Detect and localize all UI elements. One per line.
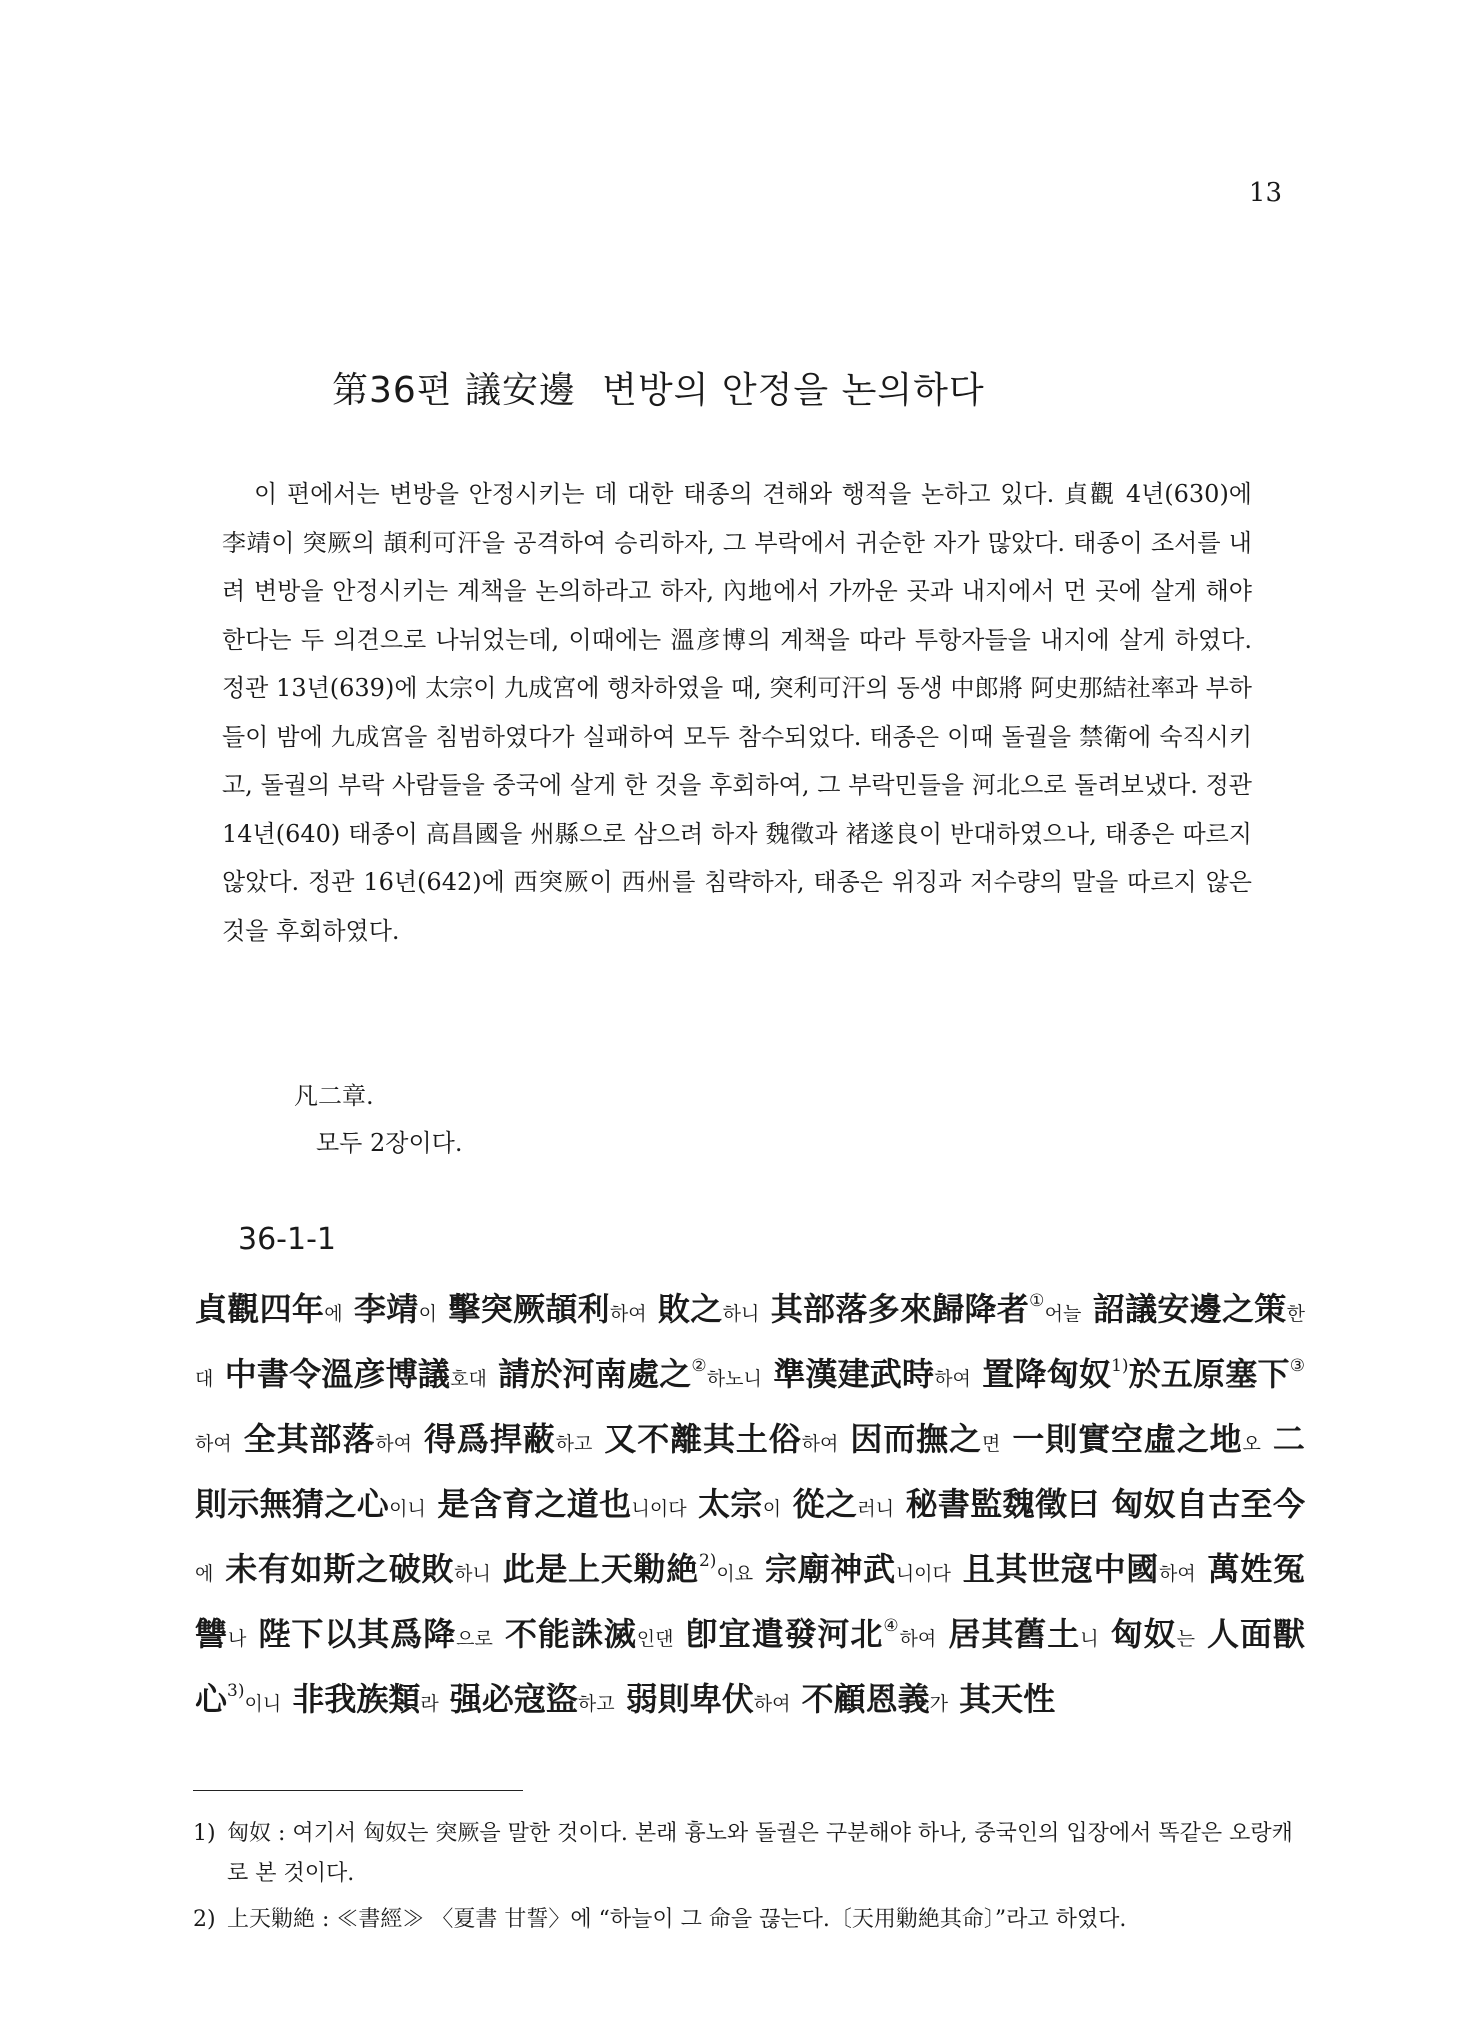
particle-segment: 에	[324, 1303, 343, 1325]
chapter-count-translation: 모두 2장이다.	[316, 1129, 463, 1157]
particle-segment: 하노니	[706, 1368, 762, 1390]
footnote-divider	[193, 1790, 523, 1791]
footnote-text: 上天勦絶 : ≪書經≫ 〈夏書 甘誓〉에 “하늘이 그 命을 끊는다.〔天用勦絶其命〕”라고 하였다.	[227, 1907, 1127, 1932]
particle-segment: 하여	[934, 1368, 971, 1390]
particle-segment: 하여	[753, 1693, 791, 1715]
page-number: 13	[1248, 178, 1282, 208]
particle-segment: 니이다	[895, 1563, 951, 1585]
hanja-segment: 請於河南處之	[486, 1355, 692, 1393]
particle-segment: 니	[1080, 1628, 1099, 1650]
particle-segment: 는	[1176, 1628, 1195, 1650]
hanja-segment: 萬姓冤讐	[195, 1550, 1305, 1653]
hanja-segment: 居其舊土	[936, 1615, 1081, 1653]
hanja-segment: 得爲捍蔽	[412, 1420, 556, 1458]
hanja-segment: 李靖	[342, 1290, 419, 1328]
footnote-number: 2)	[193, 1907, 216, 1932]
particle-segment: 한대	[195, 1303, 1305, 1390]
intro-paragraph: 이 편에서는 변방을 안정시키는 데 대한 태종의 견해와 행적을 논하고 있다. 貞觀 4년(630)에 李靖이 突厥의 頡利可汗을 공격하여 승리하자, 그 부락에서 귀순한 자가 많았다. 태종이 조서를 내려 변방을 안정시키는 계책을 논의하라고 하자, 內地에서 가까운 곳과 내지에서 먼 곳에 살게 해야 한다는 두 의견으로 나뉘었는데, 이때에는 溫彦博의 계책을 따라 투항자들을 내지에 살게 하였다. 정관 13년(639)에 太宗이 九成宮에 행차하였을 때, 突利可汗의 동생 中郎將 阿史那結社率과 부하들이 밤에 九成宮을 침범하였다가 실패하여 모두 참수되었다. 태종은 이때 돌궐을 禁衛에 숙직시키고, 돌궐의 부락 사람들을 중국에 살게 한 것을 후회하여, 그 부락민들을 河北으로 돌려보냈다. 정관 14년(640) 태종이 高昌國을 州縣으로 삼으려 하자 魏徵과 褚遂良이 반대하였으나, 태종은 따르지 않았다. 정관 16년(642)에 西突厥이 西州를 침략하자, 태종은 위징과 저수량의 말을 따르지 않은 것을 후회하였다.	[222, 480, 1252, 945]
particle-segment: 이니	[244, 1693, 282, 1715]
particle-segment: 하여	[899, 1628, 937, 1650]
hanja-segment: 不能誅滅	[492, 1615, 637, 1653]
particle-segment: 러니	[857, 1498, 895, 1520]
footnote-marker: 2)	[698, 1551, 717, 1571]
hanja-segment: 擊突厥頡利	[436, 1290, 610, 1328]
hanja-segment: 卽宜遣發河北	[673, 1615, 884, 1653]
hanja-segment: 且其世寇中國	[950, 1550, 1159, 1588]
hanja-segment: 此是上天勦絶	[490, 1550, 699, 1588]
particle-segment: 하여	[609, 1303, 647, 1325]
hanja-segment: 宗廟神武	[753, 1550, 896, 1588]
particle-segment: 이	[418, 1303, 437, 1325]
hanja-segment: 又不離其土俗	[592, 1420, 802, 1458]
particle-segment: 가	[929, 1693, 948, 1715]
particle-segment: 라	[420, 1693, 439, 1715]
footnote-marker: ②	[691, 1356, 707, 1376]
chapter-label: 第36편	[332, 370, 453, 411]
particle-segment: 하니	[454, 1563, 491, 1585]
chapter-title-hanja: 議安邊	[465, 370, 577, 411]
particle-segment: 에	[195, 1563, 214, 1585]
hanja-segment: 從之	[781, 1485, 858, 1523]
particle-segment: 하여	[1158, 1563, 1196, 1585]
footnote-text: 匈奴 : 여기서 匈奴는 突厥을 말한 것이다. 본래 흉노와 돌궐은 구분해야 하나, 중국인의 입장에서 똑같은 오랑캐로 본 것이다.	[227, 1821, 1293, 1886]
hanja-segment: 於五原塞下	[1128, 1355, 1290, 1393]
hanja-segment: 因而撫之	[838, 1420, 982, 1458]
particle-segment: 호대	[450, 1368, 487, 1390]
section-id: 36-1-1	[238, 1222, 336, 1257]
particle-segment: 이니	[389, 1498, 426, 1520]
original-text	[195, 1279, 1305, 1734]
chapter-intro	[222, 470, 1252, 955]
hanja-segment: 全其部落	[231, 1420, 376, 1458]
footnote	[193, 1814, 1303, 1894]
hanja-segment: 準漢建武時	[761, 1355, 935, 1393]
hanja-segment: 敗之	[646, 1290, 723, 1328]
particle-segment: 하고	[555, 1433, 593, 1455]
chapter-title	[332, 362, 985, 413]
hanja-segment: 秘書監魏徵曰 匈奴自古至今	[894, 1485, 1305, 1523]
hanja-segment: 中書令溫彦博議	[213, 1355, 451, 1393]
hanja-segment: 匈奴	[1098, 1615, 1177, 1653]
footnote-marker: ④	[883, 1616, 900, 1636]
particle-segment: 이요	[716, 1563, 754, 1585]
particle-segment: 하여	[375, 1433, 413, 1455]
particle-segment: 하여	[195, 1433, 232, 1455]
particle-segment: 면	[981, 1433, 1001, 1455]
hanja-segment: 陛下以其爲降	[246, 1615, 457, 1653]
hanja-segment: 人面獸心	[195, 1615, 1305, 1718]
particle-segment: 나	[227, 1628, 247, 1650]
particle-segment: 이	[762, 1498, 782, 1520]
particle-segment: 오	[1242, 1433, 1261, 1455]
particle-segment: 하고	[577, 1693, 615, 1715]
footnote	[193, 1900, 1303, 1940]
hanja-segment: 不顧恩義	[790, 1680, 930, 1718]
hanja-segment: 非我族類	[281, 1680, 421, 1718]
hanja-segment: 詔議安邊之策	[1081, 1290, 1287, 1328]
hanja-segment: 未有如斯之破敗	[213, 1550, 455, 1588]
footnote-marker: 1)	[1111, 1356, 1129, 1376]
hanja-segment: 强必寇盜	[438, 1680, 578, 1718]
hanja-segment: 是含育之道也	[425, 1485, 632, 1523]
particle-segment: 하니	[722, 1303, 760, 1325]
footnote-marker: 3)	[227, 1681, 245, 1701]
footnote-marker: ①	[1029, 1291, 1045, 1311]
particle-segment: 어늘	[1044, 1303, 1082, 1325]
hanja-segment: 弱則卑伏	[614, 1680, 754, 1718]
particle-segment: 인댄	[636, 1628, 674, 1650]
hanja-segment: 其部落多來歸降者	[759, 1290, 1030, 1328]
footnote-number: 1)	[193, 1821, 216, 1846]
footnote-marker: ③	[1289, 1356, 1305, 1376]
hanja-segment: 一則實空虛之地	[1000, 1420, 1243, 1458]
particle-segment: 하여	[801, 1433, 839, 1455]
footnotes	[193, 1814, 1303, 1946]
particle-segment: 으로	[456, 1628, 493, 1650]
hanja-segment: 其天性	[947, 1680, 1056, 1718]
hanja-segment: 貞觀四年	[195, 1290, 325, 1328]
hanja-segment: 二則示無猜之心	[195, 1420, 1305, 1523]
particle-segment: 니이다	[631, 1498, 687, 1520]
hanja-segment: 太宗	[686, 1485, 763, 1523]
chapter-title-korean: 변방의 안정을 논의하다	[602, 370, 985, 411]
chapter-count: 凡二章.	[294, 1082, 374, 1110]
hanja-segment: 置降匈奴	[970, 1355, 1112, 1393]
